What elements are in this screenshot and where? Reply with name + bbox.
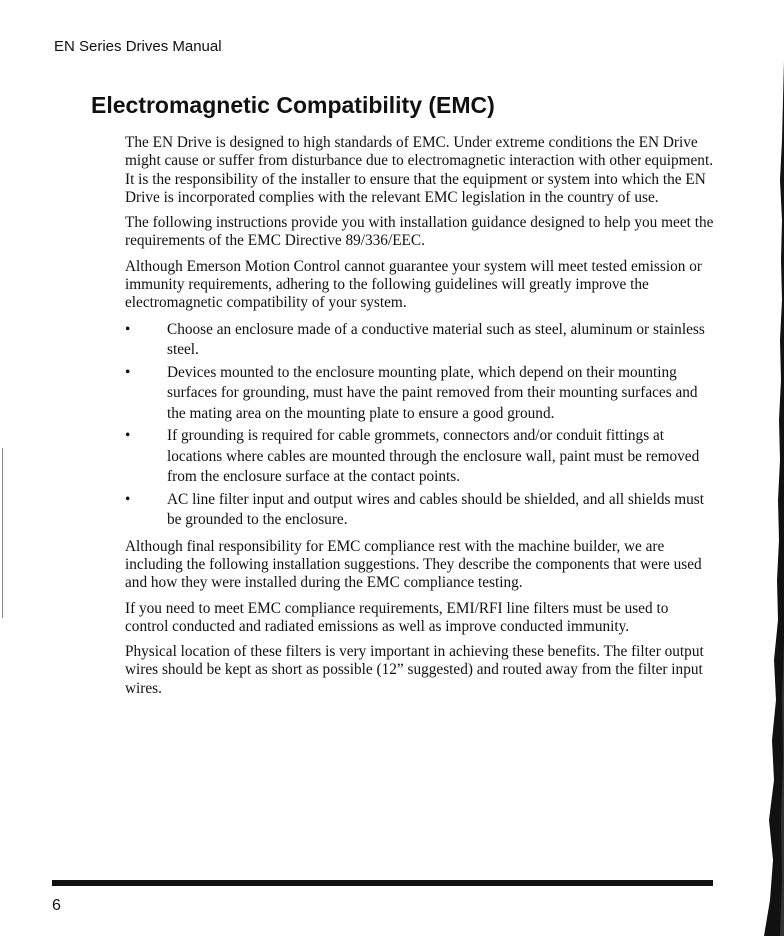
bullet-text: If grounding is required for cable grommets, connectors and/or conduit fittings at locations where cables are mounted through the enclosure wall, paint must be removed from the enclosure surface at the contact points. xyxy=(167,427,700,486)
paragraph: If you need to meet EMC compliance requirements, EMI/RFI line filters must be used to control conducted and radiated emissions as well as improve conducted immunity. xyxy=(125,599,669,635)
running-header: EN Series Drives Manual xyxy=(54,38,222,55)
body-text xyxy=(125,134,715,705)
bullet-text: Devices mounted to the enclosure mounting plate, which depend on their mounting surfaces for grounding, must have the paint removed from their mounting surfaces and the mating area on the mounting plate to ensure a good ground. xyxy=(167,363,698,422)
bullet-list xyxy=(125,320,715,531)
bullet-icon: • xyxy=(125,427,131,445)
bullet-item xyxy=(125,320,715,361)
bullet-text: Choose an enclosure made of a conductive material such as steel, aluminum or stainless steel. xyxy=(167,320,705,359)
scan-margin-line xyxy=(2,448,3,618)
bullet-item xyxy=(125,363,715,425)
bullet-icon: • xyxy=(125,320,131,338)
section-title: Electromagnetic Compatibility (EMC) xyxy=(91,92,495,118)
paragraph: The EN Drive is designed to high standards of EMC. Under extreme conditions the EN Drive might cause or suffer from disturbance due to electromagnetic interaction with other equipment. It is the responsibility of the installer to ensure that the equipment or system into which the EN Drive is incorporated complies with the relevant EMC legislation in the country of use. xyxy=(125,134,714,206)
footer-rule xyxy=(52,880,713,886)
paragraph: Physical location of these filters is very important in achieving these benefits. The filter output wires should be kept as short as possible (12” suggested) and routed away from the filter input wires. xyxy=(125,643,704,697)
paragraph: Although final responsibility for EMC compliance rest with the machine builder, we are including the following installation suggestions. They describe the components that were used and how they were installed during the EMC compliance testing. xyxy=(125,537,702,592)
scan-edge-shadow xyxy=(760,0,784,936)
paragraph: The following instructions provide you with installation guidance designed to help you meet the requirements of the EMC Directive 89/336/EEC. xyxy=(125,214,714,250)
bullet-icon: • xyxy=(125,490,131,508)
scan-edge-shadow-shape xyxy=(764,0,784,936)
paragraph: Although Emerson Motion Control cannot guarantee your system will meet tested emission or immunity requirements, adhering to the following guidelines will greatly improve the electromagnetic compatibility of your system. xyxy=(125,257,702,312)
page-number: 6 xyxy=(52,897,61,914)
bullet-item xyxy=(125,490,715,531)
bullet-text: AC line filter input and output wires and cables should be shielded, and all shields must be grounded to the enclosure. xyxy=(167,490,704,529)
bullet-icon: • xyxy=(125,363,131,381)
bullet-item xyxy=(125,426,715,488)
